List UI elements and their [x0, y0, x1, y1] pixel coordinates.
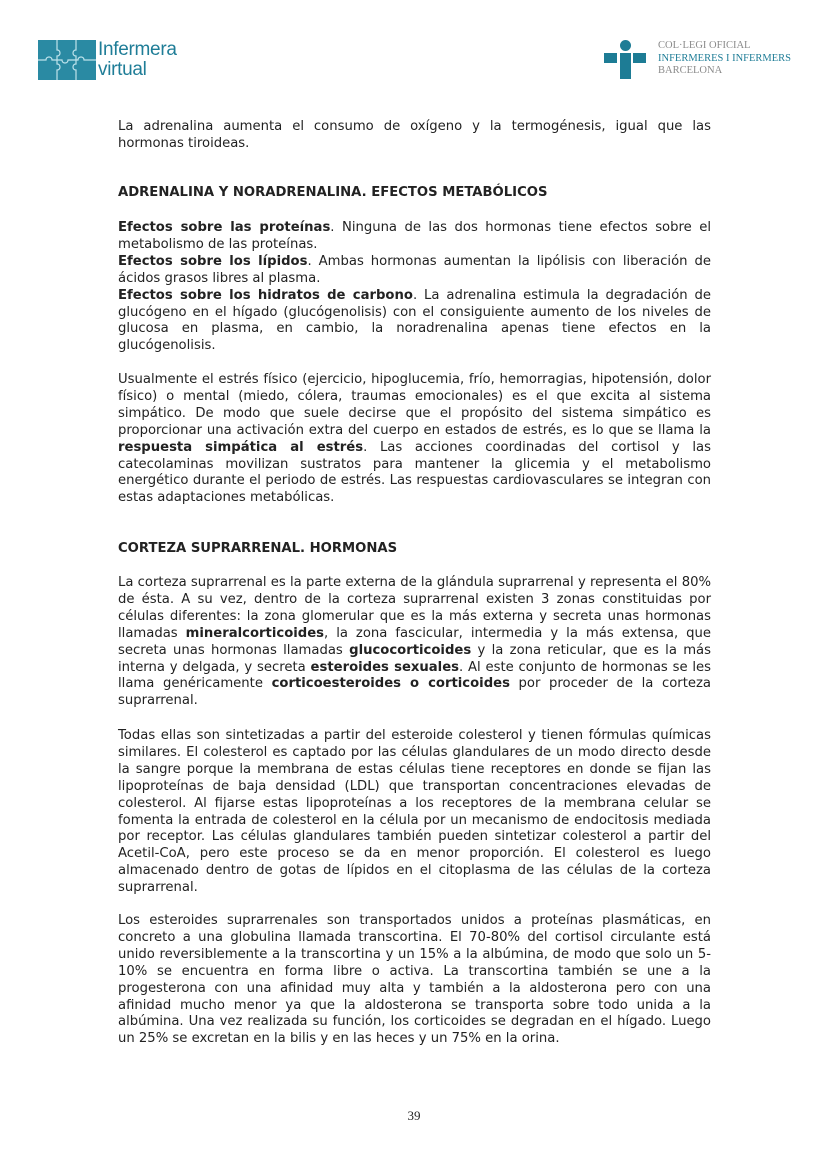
coib-logo: [604, 40, 791, 80]
text-run: Todas ellas son sintetizadas a partir del esteroide colesterol y tienen fórmulas químicas similares. El colesterol es captado por las células glandulares de un modo directo desde la sangre porque la membrana de estas células tiene receptores en donde se fijan las lipoproteínas de baja densidad (LDL) que transportan concentraciones elevadas de colesterol. Al fijarse estas lipoproteínas a los receptores de la membrana celular se fomenta la entrada de colesterol en la célula por un mecanismo de endocitosis mediada por receptor. Las células glandulares también pueden sintetizar colesterol a partir del Acetil-CoA, pero este proceso se da en menor proporción. El colesterol es luego almacenado dentro de gotas de lípidos en el citoplasma de las células de la corteza suprarrenal.: [118, 728, 711, 896]
section-heading: [118, 541, 711, 558]
paragraph: [118, 728, 711, 897]
text-run: Los esteroides suprarrenales son transportados unidos a proteínas plasmáticas, en concreto a una globulina llamada transcortina. El 70-80% del cortisol circulante está unido reversiblemente a la transcortina y un 15% a la albúmina, de modo que solo un 5-10% se encuentra en forma libre o activa. La transcortina también se une a la progesterona con una afinidad muy alta y también a la aldosterona pero con una afinidad mucho menor ya que la aldosterona se transporta sobre todo unida a la albúmina. Una vez realizada su función, los corticoides se degradan en el hígado. Luego un 25% se excretan en la bilis y en las heces y un 75% en la orina.: [118, 913, 711, 1047]
text-run: CORTEZA SUPRARRENAL. HORMONAS: [118, 541, 398, 556]
coib-line3: BARCELONA: [658, 65, 723, 76]
text-run: , la zona fascicular, intermedia y la más extensa, que secreta unas hormonas llamadas: [118, 625, 711, 658]
bold-term: corticoesteroides o corticoides: [271, 676, 510, 692]
paragraph: [118, 119, 711, 153]
bold-term: glucocorticoides: [349, 642, 472, 658]
coib-line2: INFERMERES I INFERMERS: [658, 52, 792, 64]
bold-term: esteroides sexuales: [310, 659, 459, 675]
page-number: 39: [407, 1108, 421, 1123]
bold-term: mineralcorticoides: [185, 625, 325, 641]
text-run: . Al este conjunto de hormonas se les llama genéricamente: [118, 659, 711, 692]
section-heading: [118, 185, 711, 202]
text-run: . Ninguna de las dos hormonas tiene efectos sobre el metabolismo de las proteínas.: [118, 220, 711, 252]
text-run: La corteza suprarrenal es la parte externa de la glándula suprarrenal y representa el 80% de ésta. A su vez, dentro de la corteza suprarrenal existen 3 zonas constituidas por células diferentes: la zona glomerular que es la más externa y secreta unas hormonas llamadas: [118, 575, 711, 641]
logo-text-line1: Infermera: [98, 39, 177, 60]
bold-term: Efectos sobre los lípidos: [118, 253, 308, 269]
infermera-virtual-logo: [38, 40, 177, 80]
paragraph: [118, 220, 711, 355]
text-run: y la zona reticular, que es la más interna y delgada, y secreta: [118, 642, 712, 675]
text-run: por proceder de la corteza suprarrenal.: [118, 676, 711, 709]
text-run: La adrenalina aumenta el consumo de oxígeno y la termogénesis, igual que las hormonas tiroideas.: [118, 119, 711, 151]
text-run: . Las acciones coordinadas del cortisol y las catecolaminas movilizan sustratos para mantener la glicemia y el metabolismo energético durante el periodo de estrés. Las respuestas cardiovasculares se integran con estas adaptaciones metabólicas.: [118, 439, 711, 506]
text-run: Usualmente el estrés físico (ejercicio, hipoglucemia, frío, hemorragias, hipotensión, dolor físico) o mental (miedo, cólera, traumas emocionales) es el que excita al sistema simpático. De modo que suele decirse que el propósito del sistema simpático es proporcionar una activación extra del cuerpo en estados de estrés, es lo que se llama la: [118, 372, 711, 438]
bold-term: respuesta simpática al estrés: [118, 439, 364, 455]
paragraph: [118, 372, 711, 507]
cross-icon: [604, 40, 646, 80]
paragraph: [118, 913, 711, 1048]
text-run: . La adrenalina estimula la degradación de glucógeno en el hígado (glucógenolisis) con el consiguiente aumento de los niveles de glucosa en plasma, en cambio, la noradrenalina apenas tiene efectos en la glucógenolisis.: [118, 287, 712, 354]
bold-term: Efectos sobre las proteínas: [118, 220, 331, 235]
text-run: . Ambas hormonas aumentan la lipólisis con liberación de ácidos grasos libres al plasma.: [118, 253, 711, 286]
logo-text-line2: virtual: [98, 59, 147, 80]
paragraph: [118, 575, 711, 710]
puzzle-icon: [38, 40, 96, 80]
text-run: ADRENALINA Y NORADRENALINA. EFECTOS METABÓLICOS: [118, 185, 548, 200]
coib-line1: COL·LEGI OFICIAL: [658, 40, 751, 51]
bold-term: Efectos sobre los hidratos de carbono: [118, 287, 413, 303]
